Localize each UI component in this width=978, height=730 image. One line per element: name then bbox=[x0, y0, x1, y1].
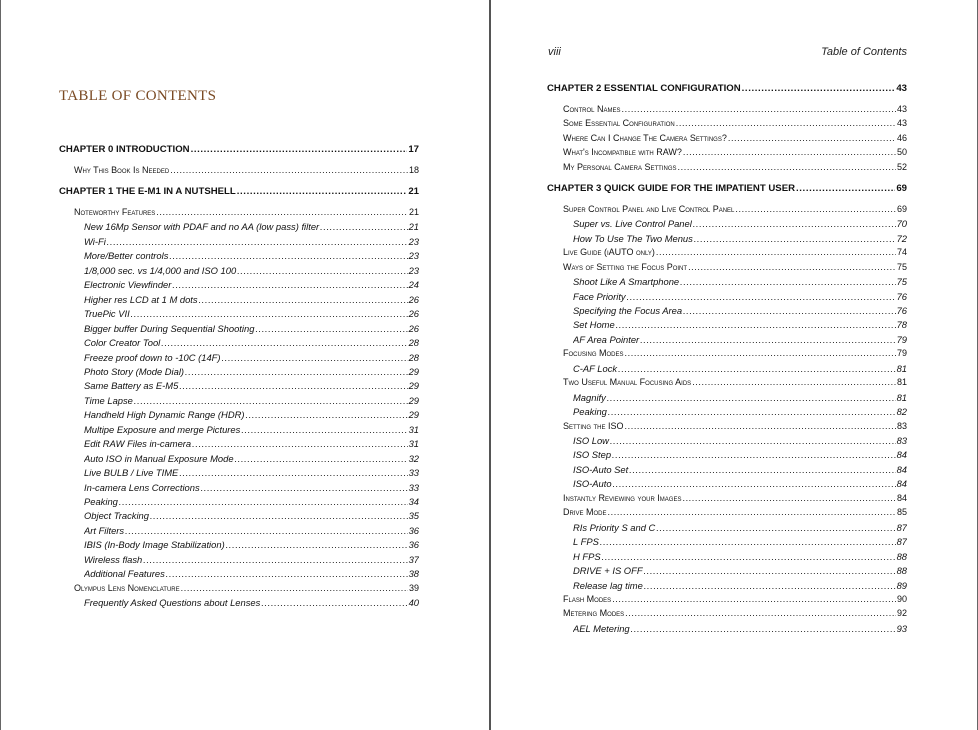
toc-subsection-entry bbox=[573, 363, 907, 374]
toc-entry-title: Magnify bbox=[573, 391, 606, 403]
toc-entry-title: Specifying the Focus Area bbox=[573, 304, 683, 316]
toc-subsection-entry bbox=[573, 623, 907, 634]
toc-dot-leader bbox=[742, 83, 896, 94]
toc-entry-page: 18 bbox=[408, 165, 419, 175]
toc-subsection-entry bbox=[84, 510, 419, 521]
toc-entry-page: 33 bbox=[408, 467, 419, 479]
toc-entry-page: 32 bbox=[408, 452, 419, 464]
toc-dot-leader bbox=[625, 348, 896, 358]
toc-dot-leader bbox=[608, 507, 896, 517]
toc-section-entry bbox=[563, 133, 907, 143]
toc-entry-page: 84 bbox=[896, 449, 907, 461]
toc-dot-leader bbox=[245, 409, 407, 420]
toc-section-entry bbox=[74, 583, 419, 593]
toc-dot-leader bbox=[179, 467, 407, 478]
toc-entry-page: 33 bbox=[408, 481, 419, 493]
toc-entry-title: Super vs. Live Control Panel bbox=[573, 218, 692, 230]
toc-dot-leader bbox=[640, 334, 895, 345]
toc-entry-title: Photo Story (Mode Dial) bbox=[84, 365, 185, 377]
toc-entry-title: CHAPTER 0 INTRODUCTION bbox=[59, 144, 190, 155]
toc-dot-leader bbox=[602, 551, 896, 562]
toc-entry-title: AF Area Pointer bbox=[573, 333, 640, 345]
toc-dot-leader bbox=[179, 380, 407, 391]
toc-entry-page: 36 bbox=[408, 524, 419, 536]
toc-entry-title: Super Control Panel and Live Control Panel bbox=[563, 203, 735, 214]
toc-dot-leader bbox=[170, 165, 408, 175]
toc-dot-leader bbox=[131, 308, 408, 319]
toc-entry-page: 21 bbox=[408, 186, 419, 197]
toc-entry-page: 34 bbox=[408, 496, 419, 507]
toc-subsection-entry bbox=[573, 551, 907, 562]
toc-entry-page: 88 bbox=[896, 550, 907, 562]
toc-dot-leader bbox=[735, 204, 896, 214]
toc-entry-page: 17 bbox=[408, 144, 419, 155]
toc-subsection-entry bbox=[84, 453, 419, 464]
toc-dot-leader bbox=[107, 236, 408, 247]
toc-entry-title: Multipe Exposure and merge Pictures bbox=[84, 423, 241, 435]
toc-section-entry bbox=[563, 608, 907, 618]
toc-entry-title: Time Lapse bbox=[84, 394, 133, 406]
toc-entry-page: 81 bbox=[896, 377, 907, 388]
toc-entry-page: 23 bbox=[408, 250, 419, 262]
toc-entry-title: Face Priority bbox=[573, 290, 626, 302]
toc-dot-leader bbox=[199, 294, 408, 305]
toc-entry-page: 83 bbox=[896, 420, 907, 431]
toc-entry-page: 37 bbox=[408, 553, 419, 565]
toc-subsection-entry bbox=[573, 218, 907, 229]
toc-subsection-entry bbox=[84, 409, 419, 420]
toc-entry-title: ISO Low bbox=[573, 435, 609, 446]
toc-subsection-entry bbox=[84, 424, 419, 435]
toc-entry-title: Some Essential Configuration bbox=[563, 118, 675, 129]
toc-dot-leader bbox=[676, 118, 896, 128]
toc-subsection-entry bbox=[573, 392, 907, 403]
toc-entry-page: 72 bbox=[896, 232, 907, 244]
toc-entry-page: 28 bbox=[408, 351, 419, 363]
toc-subsection-entry bbox=[573, 291, 907, 302]
toc-entry-title: Electronic Viewfinder bbox=[84, 279, 172, 291]
toc-entry-title: IBIS (In-Body Image Stabilization) bbox=[84, 539, 225, 551]
toc-section-entry bbox=[563, 247, 907, 257]
toc-entry-page: 83 bbox=[896, 435, 907, 446]
toc-dot-leader bbox=[156, 207, 408, 217]
toc-entry-page: 92 bbox=[896, 608, 907, 619]
toc-dot-leader bbox=[255, 323, 407, 334]
toc-section-entry bbox=[563, 262, 907, 272]
toc-entry-title: Wireless flash bbox=[84, 553, 143, 565]
toc-entry-title: Auto ISO in Manual Exposure Mode bbox=[84, 452, 234, 464]
toc-entry-title: 1/8,000 sec. vs 1/4,000 and ISO 100 bbox=[84, 264, 237, 276]
page-number: viii bbox=[548, 46, 561, 58]
toc-entry-title: Instantly Reviewing your Images bbox=[563, 492, 682, 503]
toc-dot-leader bbox=[682, 493, 896, 503]
toc-subsection-entry bbox=[84, 236, 419, 247]
toc-dot-leader bbox=[150, 510, 408, 521]
toc-dot-leader bbox=[166, 568, 408, 579]
toc-dot-leader bbox=[683, 147, 896, 157]
toc-dot-leader bbox=[680, 276, 895, 287]
toc-entry-title: New 16Mp Sensor with PDAF and no AA (low pass) filter bbox=[84, 221, 320, 233]
toc-dot-leader bbox=[644, 565, 896, 576]
toc-entry-title: Frequently Asked Questions about Lenses bbox=[84, 597, 261, 609]
toc-entry-page: 87 bbox=[896, 521, 907, 533]
toc-chapter-entry bbox=[547, 83, 907, 94]
toc-dot-leader bbox=[237, 265, 407, 276]
toc-entry-title: Wi-Fi bbox=[84, 235, 106, 247]
toc-entry-title: DRIVE + IS OFF bbox=[573, 565, 643, 577]
toc-entry-page: 52 bbox=[896, 161, 907, 172]
toc-section-entry bbox=[563, 162, 907, 172]
toc-entry-page: 43 bbox=[896, 83, 907, 94]
toc-entry-page: 36 bbox=[408, 539, 419, 551]
toc-dot-leader bbox=[629, 464, 895, 475]
toc-dot-leader bbox=[161, 337, 407, 348]
toc-dot-leader bbox=[656, 522, 895, 533]
toc-section-entry bbox=[563, 118, 907, 128]
toc-entry-title: Edit RAW Files in-camera bbox=[84, 438, 192, 450]
toc-entry-title: Color Creator Tool bbox=[84, 337, 161, 349]
toc-dot-leader bbox=[201, 482, 408, 493]
toc-entry-title: AEL Metering bbox=[573, 622, 630, 634]
toc-dot-leader bbox=[191, 144, 408, 155]
toc-entry-title: Ways of Setting the Focus Point bbox=[563, 261, 688, 272]
toc-entry-title: Handheld High Dynamic Range (HDR) bbox=[84, 409, 245, 421]
toc-dot-leader bbox=[222, 352, 408, 363]
toc-entry-page: 82 bbox=[896, 406, 907, 418]
running-title: Table of Contents bbox=[821, 46, 907, 58]
toc-dot-leader bbox=[226, 539, 408, 550]
toc-entry-title: Shoot Like A Smartphone bbox=[573, 276, 680, 288]
toc-entry-title: Where Can I Change The Camera Settings? bbox=[563, 132, 727, 143]
toc-entry-title: TruePic VII bbox=[84, 308, 130, 320]
toc-subsection-entry bbox=[573, 319, 907, 330]
toc-entry-page: 26 bbox=[408, 293, 419, 305]
toc-entry-title: C-AF Lock bbox=[573, 362, 618, 374]
toc-dot-leader bbox=[612, 594, 896, 604]
toc-entry-title: Object Tracking bbox=[84, 510, 149, 522]
toc-entry-title: Bigger buffer During Sequential Shooting bbox=[84, 322, 255, 334]
toc-section-entry bbox=[563, 421, 907, 431]
toc-entry-page: 29 bbox=[408, 380, 419, 392]
toc-entry-page: 74 bbox=[896, 247, 907, 258]
toc-entry-title: Drive Mode bbox=[563, 507, 607, 518]
toc-subsection-entry bbox=[84, 308, 419, 319]
toc-entry-page: 39 bbox=[408, 582, 419, 593]
toc-dot-leader bbox=[618, 363, 895, 374]
right-page bbox=[489, 0, 978, 730]
toc-subsection-entry bbox=[84, 323, 419, 334]
toc-dot-leader bbox=[683, 305, 895, 316]
toc-dot-leader bbox=[134, 395, 408, 406]
toc-entry-title: How To Use The Two Menus bbox=[573, 232, 693, 244]
toc-subsection-entry bbox=[84, 380, 419, 391]
toc-entry-page: 43 bbox=[896, 104, 907, 114]
toc-entry-title: ISO Step bbox=[573, 449, 612, 461]
toc-entry-page: 79 bbox=[896, 333, 907, 345]
toc-entry-title: Release lag time bbox=[573, 579, 643, 591]
toc-entry-title: What's Incompatible with RAW? bbox=[563, 147, 682, 158]
toc-dot-leader bbox=[728, 133, 896, 143]
toc-entry-page: 24 bbox=[408, 279, 419, 291]
toc-subsection-entry bbox=[573, 478, 907, 489]
toc-entry-title: In-camera Lens Corrections bbox=[84, 481, 200, 493]
toc-subsection-entry bbox=[573, 305, 907, 316]
toc-entry-title: Control Names bbox=[563, 104, 621, 114]
toc-dot-leader bbox=[625, 421, 896, 431]
toc-dot-leader bbox=[694, 233, 896, 244]
toc-entry-title: H FPS bbox=[573, 550, 601, 562]
toc-subsection-entry bbox=[84, 250, 419, 261]
toc-entry-page: 28 bbox=[408, 337, 419, 349]
toc-subsection-entry bbox=[84, 265, 419, 276]
toc-section-entry bbox=[563, 377, 907, 387]
toc-entry-page: 78 bbox=[896, 319, 907, 331]
toc-subsection-entry bbox=[84, 496, 419, 507]
toc-entry-page: 21 bbox=[408, 221, 419, 233]
toc-entry-page: 88 bbox=[896, 565, 907, 577]
toc-subsection-entry bbox=[84, 294, 419, 305]
toc-entry-page: 43 bbox=[896, 118, 907, 129]
toc-subsection-entry bbox=[84, 352, 419, 363]
toc-section-entry bbox=[563, 348, 907, 358]
toc-dot-leader bbox=[644, 580, 896, 591]
toc-subsection-entry bbox=[573, 464, 907, 475]
toc-entry-page: 87 bbox=[896, 536, 907, 548]
toc-entry-title: Noteworthy Features bbox=[74, 207, 156, 217]
toc-entry-page: 93 bbox=[896, 622, 907, 634]
toc-dot-leader bbox=[688, 262, 896, 272]
toc-entry-title: Set Home bbox=[573, 319, 615, 331]
toc-entry-title: My Personal Camera Settings bbox=[563, 161, 677, 172]
toc-section-entry bbox=[563, 104, 907, 114]
toc-entry-page: 21 bbox=[408, 207, 419, 217]
toc-entry-page: 79 bbox=[896, 348, 907, 359]
toc-subsection-entry bbox=[84, 525, 419, 536]
toc-chapter-entry bbox=[59, 186, 419, 197]
toc-dot-leader bbox=[612, 449, 896, 460]
toc-entry-title: Flash Modes bbox=[563, 593, 612, 604]
toc-subsection-entry bbox=[573, 580, 907, 591]
toc-subsection-entry bbox=[573, 406, 907, 417]
toc-entry-page: 26 bbox=[408, 308, 419, 320]
toc-entry-page: 84 bbox=[896, 478, 907, 490]
toc-subsection-entry bbox=[573, 276, 907, 287]
toc-dot-leader bbox=[631, 623, 896, 634]
toc-title: TABLE OF CONTENTS bbox=[59, 88, 217, 104]
toc-subsection-entry bbox=[84, 597, 419, 608]
toc-dot-leader bbox=[608, 406, 896, 417]
toc-entry-title: CHAPTER 2 ESSENTIAL CONFIGURATION bbox=[547, 83, 741, 94]
toc-entry-title: More/Better controls bbox=[84, 250, 169, 262]
toc-entry-title: Setting the ISO bbox=[563, 420, 624, 431]
toc-subsection-entry bbox=[84, 554, 419, 565]
toc-section-entry bbox=[563, 204, 907, 214]
toc-entry-page: 26 bbox=[408, 322, 419, 334]
toc-entry-page: 38 bbox=[408, 568, 419, 580]
toc-dot-leader bbox=[600, 536, 896, 547]
toc-dot-leader bbox=[616, 319, 896, 330]
toc-entry-title: Metering Modes bbox=[563, 608, 625, 619]
toc-section-entry bbox=[563, 147, 907, 157]
toc-entry-title: Olympus Lens Nomenclature bbox=[74, 582, 180, 593]
toc-subsection-entry bbox=[84, 568, 419, 579]
toc-dot-leader bbox=[143, 554, 407, 565]
toc-subsection-entry bbox=[573, 536, 907, 547]
toc-dot-leader bbox=[622, 104, 896, 114]
toc-entry-title: Freeze proof down to -10C (14F) bbox=[84, 351, 221, 363]
toc-entry-page: 70 bbox=[896, 218, 907, 230]
toc-dot-leader bbox=[169, 250, 407, 261]
toc-entry-title: CHAPTER 3 QUICK GUIDE FOR THE IMPATIENT USER bbox=[547, 182, 796, 194]
toc-entry-page: 31 bbox=[408, 423, 419, 435]
toc-entry-page: 29 bbox=[408, 394, 419, 406]
toc-entry-title: L FPS bbox=[573, 536, 599, 548]
toc-entry-page: 84 bbox=[896, 463, 907, 475]
toc-chapter-entry bbox=[59, 144, 419, 155]
toc-entry-title: Why This Book Is Needed bbox=[74, 165, 170, 175]
toc-section-entry bbox=[563, 594, 907, 604]
toc-subsection-entry bbox=[573, 334, 907, 345]
toc-entry-title: Higher res LCD at 1 M dots bbox=[84, 293, 198, 305]
toc-entry-title: CHAPTER 1 THE E-M1 IN A NUTSHELL bbox=[59, 186, 236, 197]
toc-subsection-entry bbox=[84, 395, 419, 406]
toc-subsection-entry bbox=[573, 435, 907, 446]
toc-entry-page: 23 bbox=[408, 264, 419, 276]
toc-subsection-entry bbox=[573, 522, 907, 533]
toc-dot-leader bbox=[241, 424, 407, 435]
toc-entry-page: 89 bbox=[896, 579, 907, 591]
toc-entry-page: 23 bbox=[408, 235, 419, 247]
toc-entry-page: 81 bbox=[896, 391, 907, 403]
toc-section-entry bbox=[74, 207, 419, 217]
toc-subsection-entry bbox=[84, 279, 419, 290]
toc-dot-leader bbox=[796, 183, 895, 194]
toc-dot-leader bbox=[172, 279, 407, 290]
toc-entry-title: RIs Priority S and C bbox=[573, 521, 656, 533]
toc-dot-leader bbox=[610, 435, 896, 446]
toc-dot-leader bbox=[678, 162, 896, 172]
toc-dot-leader bbox=[235, 453, 408, 464]
toc-dot-leader bbox=[607, 392, 896, 403]
toc-entry-page: 31 bbox=[408, 438, 419, 450]
toc-entry-page: 29 bbox=[408, 409, 419, 421]
toc-entry-page: 75 bbox=[896, 276, 907, 288]
toc-dot-leader bbox=[627, 291, 896, 302]
toc-dot-leader bbox=[320, 221, 407, 232]
toc-entry-page: 85 bbox=[896, 507, 907, 518]
toc-entry-title: Peaking bbox=[573, 406, 607, 418]
toc-entry-page: 76 bbox=[896, 304, 907, 316]
toc-entry-page: 69 bbox=[896, 203, 907, 214]
toc-subsection-entry bbox=[84, 539, 419, 550]
toc-dot-leader bbox=[613, 478, 896, 489]
toc-entry-page: 81 bbox=[896, 362, 907, 374]
toc-entry-page: 35 bbox=[408, 510, 419, 522]
toc-dot-leader bbox=[693, 218, 896, 229]
toc-dot-leader bbox=[125, 525, 407, 536]
toc-entry-title: Live Guide (iAUTO only) bbox=[563, 247, 655, 258]
toc-subsection-entry bbox=[84, 482, 419, 493]
toc-entry-page: 46 bbox=[896, 132, 907, 143]
toc-section-entry bbox=[74, 165, 419, 175]
toc-entry-page: 90 bbox=[896, 593, 907, 604]
toc-entry-page: 75 bbox=[896, 261, 907, 272]
toc-entry-page: 29 bbox=[408, 365, 419, 377]
toc-entry-page: 76 bbox=[896, 290, 907, 302]
toc-entry-title: Two Useful Manual Focusing Aids bbox=[563, 377, 692, 388]
toc-section-entry bbox=[563, 507, 907, 517]
toc-dot-leader bbox=[119, 496, 408, 507]
toc-dot-leader bbox=[261, 597, 407, 608]
toc-subsection-entry bbox=[84, 221, 419, 232]
toc-dot-leader bbox=[237, 186, 408, 197]
toc-entry-page: 50 bbox=[896, 147, 907, 158]
toc-dot-leader bbox=[625, 608, 896, 618]
toc-entry-title: Same Battery as E-M5 bbox=[84, 380, 179, 392]
toc-subsection-entry bbox=[573, 565, 907, 576]
toc-subsection-entry bbox=[84, 366, 419, 377]
toc-dot-leader bbox=[656, 247, 896, 257]
toc-dot-leader bbox=[692, 377, 896, 387]
toc-subsection-entry bbox=[84, 438, 419, 449]
toc-dot-leader bbox=[192, 438, 407, 449]
toc-entry-page: 69 bbox=[896, 182, 907, 194]
toc-entry-title: Art Filters bbox=[84, 524, 125, 536]
toc-subsection-entry bbox=[573, 233, 907, 244]
toc-entry-title: Live BULB / Live TIME bbox=[84, 467, 179, 479]
toc-entry-title: ISO-Auto Set bbox=[573, 463, 629, 475]
toc-entry-page: 84 bbox=[896, 492, 907, 503]
toc-subsection-entry bbox=[573, 449, 907, 460]
toc-subsection-entry bbox=[84, 337, 419, 348]
toc-entry-title: Additional Features bbox=[84, 568, 165, 580]
toc-chapter-entry bbox=[547, 183, 907, 194]
toc-dot-leader bbox=[185, 366, 408, 377]
toc-subsection-entry bbox=[84, 467, 419, 478]
toc-entry-title: ISO-Auto bbox=[573, 478, 612, 490]
toc-entry-title: Peaking bbox=[84, 496, 118, 507]
toc-section-entry bbox=[563, 493, 907, 503]
toc-entry-title: Focusing Modes bbox=[563, 348, 624, 359]
toc-entry-page: 40 bbox=[408, 597, 419, 609]
toc-dot-leader bbox=[181, 583, 408, 593]
